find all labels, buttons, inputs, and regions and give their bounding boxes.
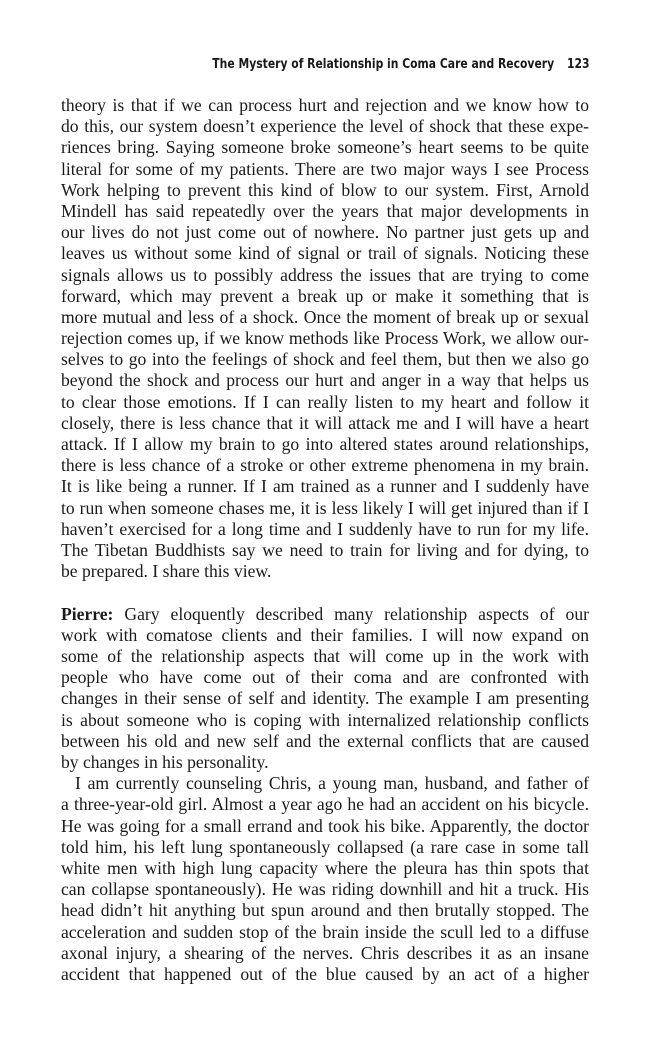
- text-line: some of the relationship aspects that will come up in the work with: [61, 646, 589, 667]
- text-line: a three-year-old girl. Almost a year ago he had an accident on his bicycle.: [61, 794, 589, 815]
- page-number: 123: [566, 56, 589, 72]
- text-line: acceleration and sudden stop of the brain inside the scull led to a diffuse: [61, 921, 589, 942]
- text-line: head didn’t hit anything but spun around and then brutally stopped. The: [61, 900, 589, 921]
- text-line: forward, which may prevent a break up or make it something that is: [61, 285, 589, 306]
- text-line: theory is that if we can process hurt and rejection and we know how to: [61, 95, 589, 115]
- speaker-text: Gary eloquently described many relationship aspects of our: [113, 603, 589, 624]
- text-line: accident that happened out of the blue caused by an act of a higher: [61, 963, 589, 984]
- paragraph-theory: [61, 95, 589, 582]
- text-line: more mutual and less of a shock. Once the moment of break up or sexual: [61, 306, 589, 327]
- text-line: to run when someone chases me, it is less likely I will get injured than if I: [61, 497, 589, 518]
- paragraph-chris: [61, 773, 589, 985]
- text-line: leaves us without some kind of signal or trail of signals. Noticing these: [61, 243, 589, 264]
- text-line: The Tibetan Buddhists say we need to train for living and for dying, to: [61, 539, 589, 560]
- text-line: people who have come out of their coma and are confronted with: [61, 667, 589, 688]
- text-line: our lives do not just come out of nowhere. No partner just gets up and: [61, 222, 589, 243]
- paragraph-pierre: [61, 604, 589, 774]
- text-line: axonal injury, a shearing of the nerves. Chris describes it as an insane: [61, 942, 589, 963]
- text-line: beyond the shock and process our hurt and anger in a way that helps us: [61, 370, 589, 391]
- text-line: be prepared. I share this view.: [61, 561, 272, 582]
- text-line: rejection comes up, if we know methods like Process Work, we allow our-: [61, 328, 589, 349]
- text-line: told him, his left lung spontaneously collapsed (a rare case in some tall: [61, 836, 589, 857]
- text-line: do this, our system doesn’t experience the level of shock that these expe-: [61, 116, 589, 137]
- text-line: Work helping to prevent this kind of blow to our system. First, Arnold: [61, 179, 589, 200]
- paragraph-gap: [61, 582, 589, 603]
- text-line: selves to go into the feelings of shock and feel them, but then we also go: [61, 349, 589, 370]
- text-line: can collapse spontaneously). He was riding downhill and hit a truck. His: [61, 879, 589, 900]
- text-line: is about someone who is coping with internalized relationship conflicts: [61, 709, 589, 730]
- speaker-name: Pierre:: [61, 603, 114, 624]
- text-line: Mindell has said repeatedly over the years that major developments in: [61, 200, 589, 221]
- text-line: It is like being a runner. If I am trained as a runner and I suddenly have: [61, 476, 589, 497]
- text-line: I am currently counseling Chris, a young man, husband, and father of: [75, 773, 589, 794]
- text-line: attack. If I allow my brain to go into altered states around relationships,: [61, 434, 589, 454]
- text-line: work with comatose clients and their families. I will now expand on: [61, 624, 589, 645]
- text-line: white men with high lung capacity where the pleura has thin spots that: [61, 857, 589, 878]
- chapter-title: The Mystery of Relationship in Coma Care and Recovery: [211, 56, 554, 72]
- text-line: He was going for a small errand and took his bike. Apparently, the doctor: [61, 815, 589, 836]
- text-line: there is less chance of a stroke or other extreme phenomena in my brain.: [61, 455, 589, 476]
- text-line: between his old and new self and the external conflicts that are caused: [61, 730, 589, 751]
- body-text: [61, 95, 589, 985]
- text-line: riences bring. Saying someone broke someone’s heart seems to be quite: [61, 137, 589, 158]
- text-line: [61, 604, 589, 625]
- text-line: literal for some of my patients. There are two major ways I see Process: [61, 158, 589, 179]
- text-line: by changes in his personality.: [61, 752, 269, 773]
- running-head: [212, 56, 589, 72]
- text-line: signals allows us to possibly address the issues that are trying to come: [61, 264, 589, 285]
- text-line: to clear those emotions. If I can really listen to my heart and follow it: [61, 391, 589, 412]
- text-line: changes in their sense of self and identity. The example I am presenting: [61, 688, 589, 709]
- text-line: haven’t exercised for a long time and I suddenly have to run for my life.: [61, 518, 589, 539]
- text-line: closely, there is less chance that it will attack me and I will have a heart: [61, 412, 589, 433]
